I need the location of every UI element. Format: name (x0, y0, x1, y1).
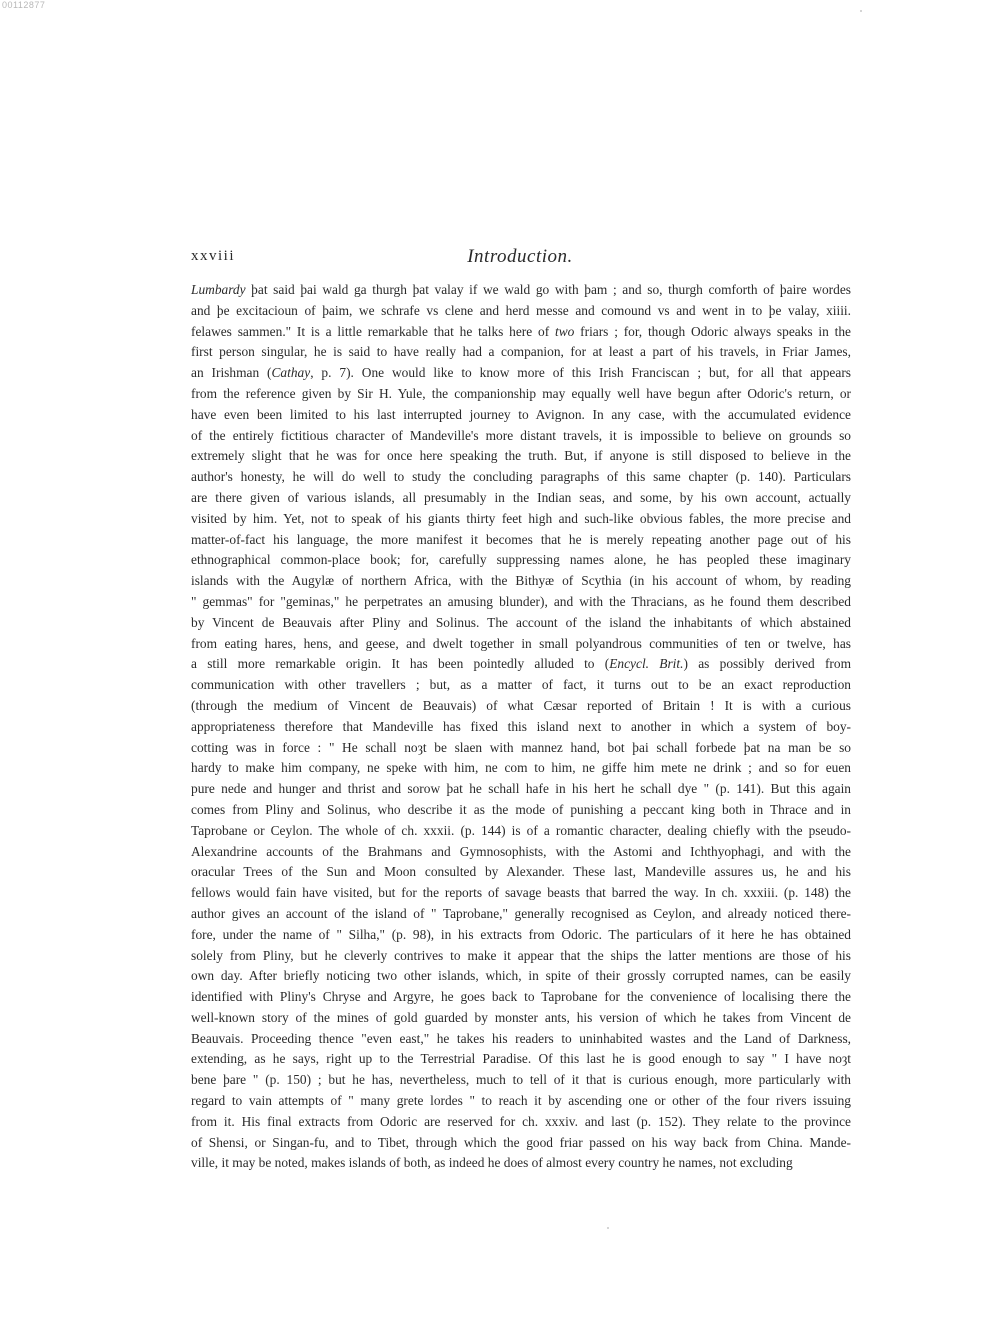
text-line: ethnographical common-place book; for, carefully suppressing names alone, he has peopled these imaginary (191, 552, 851, 568)
italic-text: Cathay (271, 365, 311, 381)
text-line: and þe excitacioun of þaim, we schrafe vs clene and herd messe and comound vs and went in to þe valay, xiiii. (191, 302, 851, 318)
text-line: have even been limited to his last interrupted journey to Avignon. In any case, with the accumulated evidence (191, 406, 851, 422)
text-line: extremely slight that he was for once here speaking the truth. But, if anyone is still disposed to believe in the (191, 448, 851, 464)
scan-page-id: 00112877 (2, 0, 46, 10)
text-line: ville, it may be noted, makes islands of both, as indeed he does of almost every country he names, not excluding (191, 1155, 793, 1171)
text-line: by Vincent de Beauvais after Pliny and Solinus. The account of the island the inhabitants of which abstained (191, 614, 851, 630)
text-line: own day. After briefly noticing two other islands, which, in spite of their grossly corrupted names, can be easily (191, 968, 851, 984)
text-line: Beauvais. Proceeding thence "even east," he takes his readers to uninhabited wastes and the Land of Darkness, (191, 1030, 851, 1046)
text-line: appropriateness therefore that Mandeville has fixed this island next to another in which a system of boy- (191, 718, 851, 734)
text-line: author gives an account of the island of " Taprobane," generally recognised as Ceylon, and already noticed there- (191, 905, 851, 921)
italic-text: Lumbardy (191, 282, 246, 297)
text-line: felawes sammen." It is a little remarkable that he talks here of two friars ; for, though Odoric always speaks in the (191, 323, 851, 339)
running-title: Introduction. (467, 246, 573, 267)
text-line: islands with the Augylæ of northern Africa, with the Bithyæ of Scythia (in his account of whom, by reading (191, 573, 851, 589)
text-line: identified with Pliny's Chryse and Argyre, he goes back to Taprobane for the convenience of localising there the (191, 989, 851, 1005)
text-line: a still more remarkable origin. It has been pointedly alluded to (Encycl. Brit.) as possibly derived from (191, 656, 851, 672)
text-line: author's honesty, he will do well to study the concluding paragraphs of this same chapter (p. 140). Particulars (191, 469, 851, 485)
text-line: fore, under the name of " Silha," (p. 98), in his extracts from Odoric. The particulars of it here he has obtained (191, 926, 851, 942)
text-line: of the entirely fictitious character of Mandeville's more distant travels, it is impossible to believe on grounds so (191, 427, 851, 443)
text-line: comes from Pliny and Solinus, who describe it as the mode of punishing a peccant king both in Thrace and in (191, 801, 851, 817)
page-header (191, 246, 849, 270)
text-line: hardy to make him company, ne speke with him, ne com to him, ne giffe him mete ne drink ; and so for euen (191, 760, 851, 776)
scan-speck (607, 1227, 609, 1229)
text-line: " gemmas" for "geminas," he perpetrates an amusing blunder), and with the Thracians, as he found them described (191, 593, 851, 609)
text-line: Taprobane or Ceylon. The whole of ch. xxxii. (p. 144) is of a romantic character, dealing chiefly with the pseudo- (191, 822, 851, 838)
text-line: solely from Pliny, but he cleverly contrives to make it appear that the ships the latter mentions are those of his (191, 947, 851, 963)
text-line: pure nede and hunger and thrist and sorow þat he schall hafe in his hert he schall dye " (p. 141). But this again (191, 781, 851, 797)
text-line: (through the medium of Vincent de Beauvais) of what Cæsar reported of Britain ! It is with a curious (191, 697, 851, 713)
text-line: of Shensi, or Singan-fu, and to Tibet, through which the good friar passed on his way back from China. Mande- (191, 1134, 851, 1150)
italic-text: Encycl. Brit. (609, 656, 684, 672)
text-line: an Irishman (Cathay, p. 7). One would like to know more of this Irish Franciscan ; but, for all that appears (191, 365, 851, 381)
body-text (191, 280, 851, 1174)
scan-speck (860, 10, 862, 12)
text-line: Alexandrine accounts of the Brahmans and Gymnosophists, with the Astomi and Ichthyophagi, and with the (191, 843, 851, 859)
text-line: extending, as he says, right up to the Terrestrial Paradise. Of this last he is good enough to say " I have noȝt (191, 1051, 851, 1067)
text-line: oracular Trees of the Sun and Moon consulted by Alexander. These last, Mandeville assures us, he and his (191, 864, 851, 880)
italic-text: two (554, 323, 575, 339)
text-line: cotting was in force : " He schall noȝt be slaen with mannez hand, bot þai schall forbede þat na man be so (191, 739, 851, 755)
text-line: matter-of-fact his language, the more manifest it becomes that he is merely repeating another page out of his (191, 531, 851, 547)
text-line: are there given of various islands, all presumably in the Indian seas, and some, by his own account, actually (191, 489, 851, 505)
text-line: fellows would fain have visited, but for the reports of savage beasts that barred the way. In ch. xxxiii. (p. 148) the (191, 885, 851, 901)
text-line: first person singular, he is said to have really had a companion, for at least a part of his travels, in Friar James, (191, 344, 851, 360)
text-line: regard to vain attempts of " many grete lordes " to reach it by ascending one or other of the four rivers issuing (191, 1093, 851, 1109)
text-line: bene þare " (p. 150) ; but he has, nevertheless, much to tell of it that is curious enough, more particularly with (191, 1072, 851, 1088)
text-line: from the reference given by Sir H. Yule, the companionship may equally well have begun after Odoric's return, or (191, 385, 851, 401)
text-line: from eating hares, hens, and geese, and dwelt together in small polyandrous communities of ten or twelve, has (191, 635, 851, 651)
text-line: communication with other travellers ; but, as a matter of fact, it turns out to be an exact reproduction (191, 677, 851, 693)
text-line: from it. His final extracts from Odoric are reserved for ch. xxxiv. and last (p. 152). They relate to the province (191, 1113, 851, 1129)
page-number: xxviii (191, 248, 236, 264)
text-line: Lumbardy þat said þai wald ga thurgh þat valay if we wald go with þam ; and so, thurgh comforth of þaire wordes (191, 282, 851, 297)
text-line: visited by him. Yet, not to speak of his giants thirty feet high and such-like obvious fables, the more precise and (191, 510, 851, 526)
text-line: well-known story of the mines of gold guarded by monster ants, his version of which he takes from Vincent de (191, 1009, 851, 1025)
